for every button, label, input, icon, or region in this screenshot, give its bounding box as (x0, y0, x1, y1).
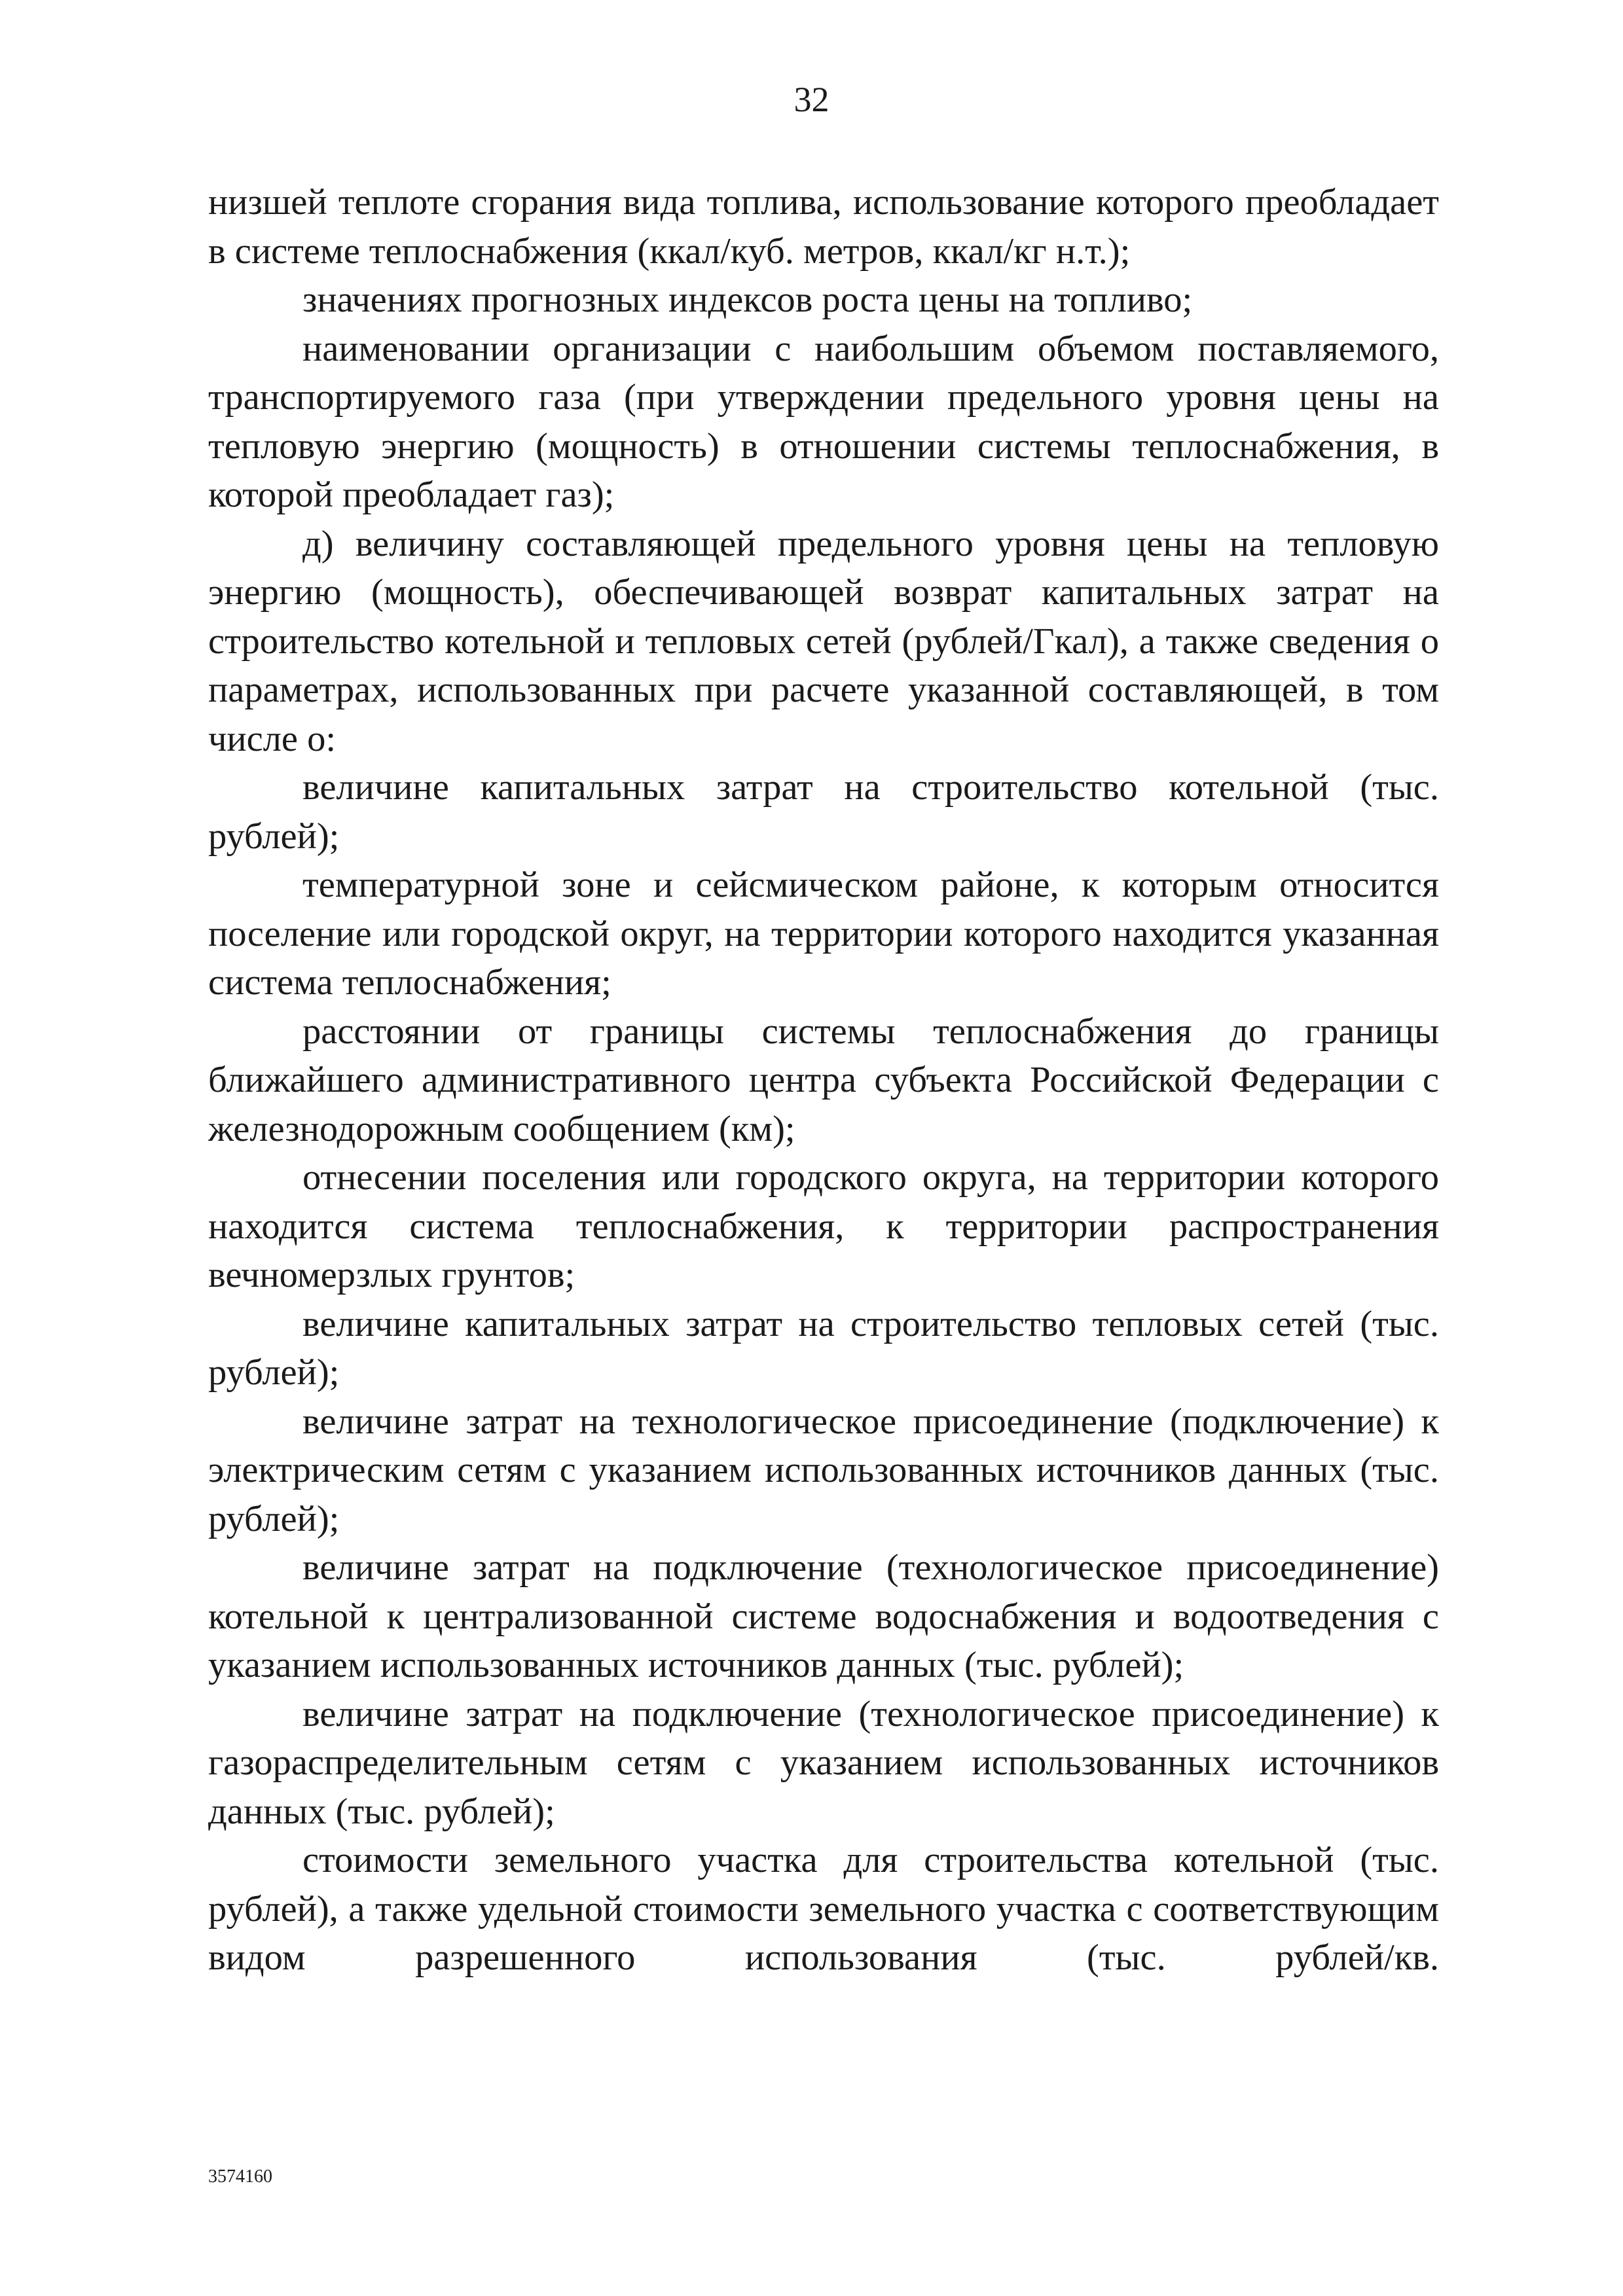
document-body (208, 178, 1439, 1982)
paragraph-gas-supplier: наименовании организации с наибольшим объемом поставляемого, транспортируемого газа (при утверждении предельного уровня цены на тепловую энергию (мощность) в отношении системы теплоснабжения, в которой преобладает газ); (208, 328, 1439, 515)
paragraph-electric-connection: величине затрат на технологическое присоединение (подключение) к электрическим сетям с указанием использованных источников данных (тыс. рублей); (208, 1401, 1439, 1539)
document-code: 3574160 (208, 2166, 272, 2187)
paragraph-distance: расстоянии от границы системы теплоснабжения до границы ближайшего административного центра субъекта Российской Федерации с железнодорожным сообщением (км); (208, 1011, 1439, 1149)
paragraph-boiler-capex: величине капитальных затрат на строительство котельной (тыс. рублей); (208, 767, 1439, 857)
page-number: 32 (793, 80, 830, 119)
paragraph-network-capex: величине капитальных затрат на строительство тепловых сетей (тыс. рублей); (208, 1303, 1439, 1393)
paragraph-fuel-heat-value: низшей теплоте сгорания вида топлива, использование которого преобладает в системе теплоснабжения (ккал/куб. метров, ккал/кг н.т.); (208, 182, 1439, 272)
paragraph-fuel-price-index: значениях прогнозных индексов роста цены на топливо; (302, 279, 1193, 320)
paragraph-permafrost: отнесении поселения или городского округа, на территории которого находится система теплоснабжения, к территории распространения вечномерзлых грунтов; (208, 1157, 1439, 1295)
paragraph-land-cost: стоимости земельного участка для строительства котельной (тыс. рублей), а также удельной стоимости земельного участка с соответствующим видом разрешенного использования (тыс. рублей/кв. (208, 1840, 1439, 1978)
paragraph-temperature-zone: температурной зоне и сейсмическом районе, к которым относится поселение или городской округ, на территории которого находится указанная система теплоснабжения; (208, 865, 1439, 1003)
paragraph-item-d: д) величину составляющей предельного уровня цены на тепловую энергию (мощность), обеспечивающей возврат капитальных затрат на строительство котельной и тепловых сетей (рублей/Гкал), а также сведения о параметрах, использованных при расчете указанной составляющей, в том числе о: (208, 523, 1439, 759)
paragraph-water-connection: величине затрат на подключение (технологическое присоединение) котельной к централизованной системе водоснабжения и водоотведения с указанием использованных источников данных (тыс. рублей); (208, 1547, 1439, 1685)
paragraph-gas-connection: величине затрат на подключение (технологическое присоединение) к газораспределительным сетям с указанием использованных источников данных (тыс. рублей); (208, 1693, 1439, 1832)
